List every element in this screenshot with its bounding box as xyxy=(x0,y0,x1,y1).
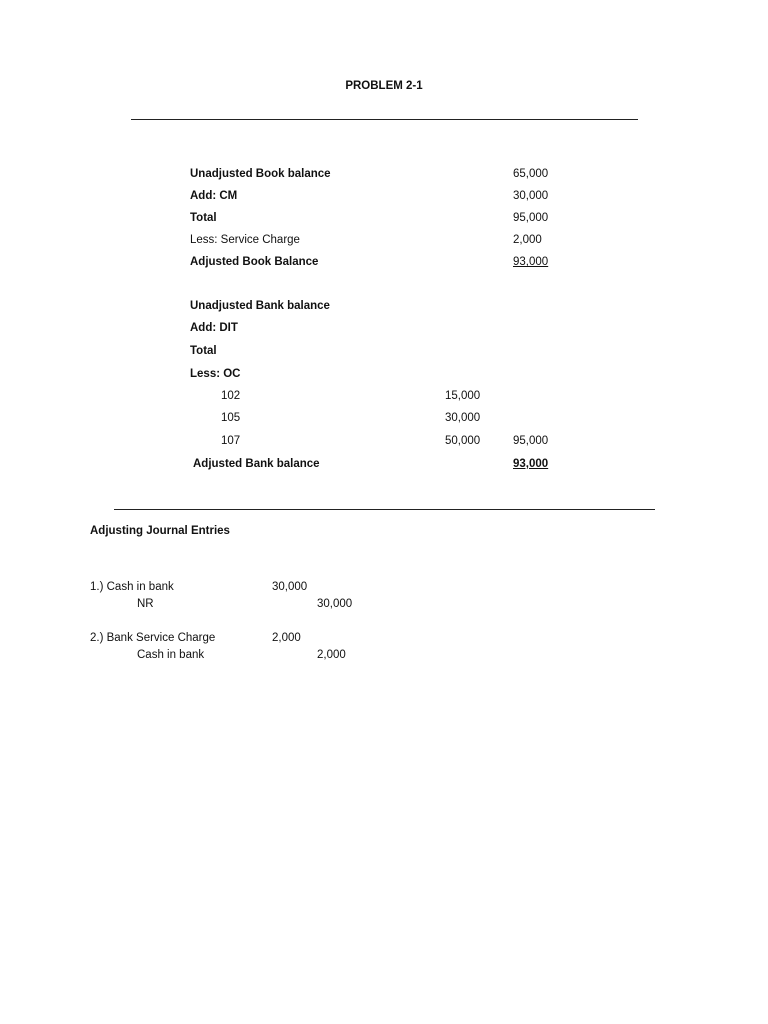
entry-credit-account: NR xyxy=(137,598,154,610)
check-amount: 15,000 xyxy=(445,390,481,402)
bank-less-label: Less: OC xyxy=(190,368,241,380)
journal-heading: Adjusting Journal Entries xyxy=(90,525,230,537)
bank-total-label: Total xyxy=(190,345,217,357)
entry-debit-account: 2.) Bank Service Charge xyxy=(90,632,216,644)
bank-unadjusted-label: Unadjusted Bank balance xyxy=(190,300,330,312)
check-number: 102 xyxy=(221,390,241,402)
bank-adjusted-label: Adjusted Bank balance xyxy=(193,458,320,470)
book-add-value: 30,000 xyxy=(513,190,549,202)
book-adjusted-value: 93,000 xyxy=(513,256,549,268)
entry-debit-amount: 30,000 xyxy=(272,581,308,593)
top-divider xyxy=(131,119,638,120)
check-amount: 50,000 xyxy=(445,435,481,447)
book-adjusted-label: Adjusted Book Balance xyxy=(190,256,319,268)
entry-credit-amount: 2,000 xyxy=(317,649,346,661)
entry-debit-amount: 2,000 xyxy=(272,632,301,644)
book-unadjusted-value: 65,000 xyxy=(513,168,549,180)
check-number: 107 xyxy=(221,435,241,447)
middle-divider xyxy=(114,509,655,510)
bank-adjusted-value: 93,000 xyxy=(513,458,549,470)
checks-total: 95,000 xyxy=(513,435,549,447)
page-title: PROBLEM 2-1 xyxy=(345,80,423,92)
book-total-value: 95,000 xyxy=(513,212,549,224)
book-less-label: Less: Service Charge xyxy=(190,234,300,246)
check-number: 105 xyxy=(221,412,241,424)
entry-debit-account: 1.) Cash in bank xyxy=(90,581,174,593)
book-less-value: 2,000 xyxy=(513,234,542,246)
entry-credit-account: Cash in bank xyxy=(137,649,205,661)
bank-add-label: Add: DIT xyxy=(190,322,238,334)
book-total-label: Total xyxy=(190,212,217,224)
book-add-label: Add: CM xyxy=(190,190,238,202)
book-unadjusted-label: Unadjusted Book balance xyxy=(190,168,331,180)
entry-credit-amount: 30,000 xyxy=(317,598,353,610)
check-amount: 30,000 xyxy=(445,412,481,424)
